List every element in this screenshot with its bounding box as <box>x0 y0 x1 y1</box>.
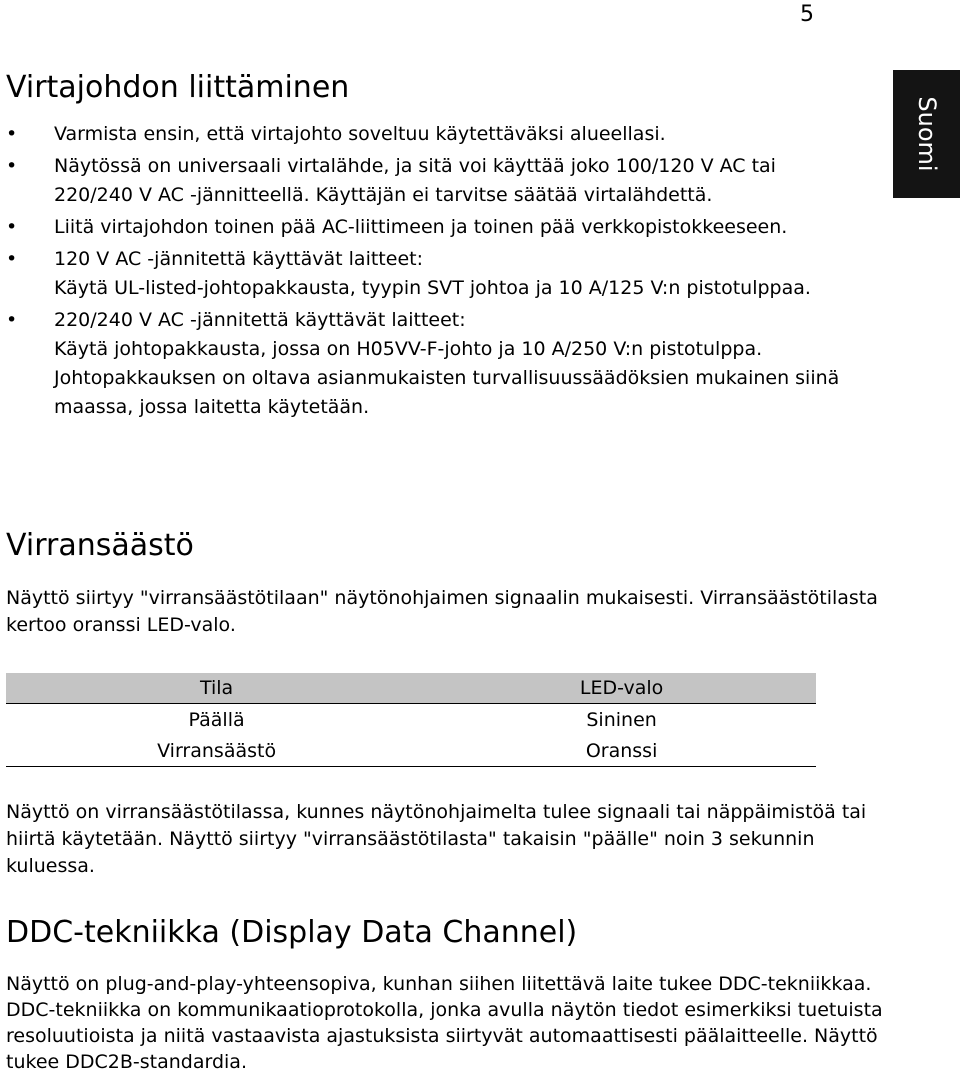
list-item-text: Käytä johtopakkausta, jossa on H05VV-F-johto ja 10 A/250 V:n pistotulppa. Johtopakkauksen on oltava asianmukaisten turvallisuussäädöksien mukainen siinä maassa, jossa laitetta käytetään. <box>54 338 840 418</box>
list-item-text: Käytä UL-listed-johtopakkausta, tyypin SVT johtoa ja 10 A/125 V:n pistotulppaa. <box>54 277 811 299</box>
power-saving-intro: Näyttö siirtyy "virransäästötilaan" näytönohjaimen signaalin mukaisesti. Virransäästötilasta kertoo oranssi LED-valo. <box>6 587 878 636</box>
bullet-icon: • <box>6 216 18 238</box>
table-cell: Oranssi <box>427 735 816 767</box>
list-item-text: Varmista ensin, että virtajohto soveltuu käytettäväksi alueellasi. <box>54 123 666 145</box>
table-header-row <box>6 673 816 704</box>
power-cord-list <box>0 120 860 425</box>
language-tab-label: Suomi <box>912 96 941 172</box>
list-item <box>0 120 860 149</box>
section-title-power-saving: Virransäästö <box>6 528 194 563</box>
language-tab <box>893 70 960 198</box>
page-number: 5 <box>800 2 814 27</box>
bullet-icon: • <box>6 123 18 145</box>
column-header-state: Tila <box>6 673 427 704</box>
table-row <box>6 735 816 767</box>
ddc-description: Näyttö on plug-and-play-yhteensopiva, kunhan siihen liitettävä laite tukee DDC-tekniikkaa. DDC-tekniikka on kommunikaatioprotokolla, jonka avulla näytön tiedot esimerkiksi tuetuista resoluutioista ja niitä vastaavista ajastuksista siirtyvät automaattisesti päälaitteelle. Näyttö tukee DDC2B-standardia. <box>6 973 883 1073</box>
section-title-power-cord: Virtajohdon liittäminen <box>6 70 350 105</box>
section-title-ddc: DDC-tekniikka (Display Data Channel) <box>6 915 578 950</box>
table-cell: Päällä <box>188 708 245 731</box>
power-mode-table <box>6 673 816 767</box>
bullet-icon: • <box>6 309 18 331</box>
table-cell: Virransäästö <box>6 735 427 767</box>
list-item-heading: 220/240 V AC -jännitettä käyttävät laitteet: <box>54 309 466 331</box>
list-item <box>0 213 860 242</box>
bullet-icon: • <box>6 155 18 177</box>
bullet-icon: • <box>6 248 18 270</box>
column-header-led: LED-valo <box>427 673 816 704</box>
list-item-text: Näytössä on universaali virtalähde, ja sitä voi käyttää joko 100/120 V AC tai 220/240 V AC -jännitteellä. Käyttäjän ei tarvitse säätää virtalähdettä. <box>54 155 776 206</box>
list-item <box>0 245 860 303</box>
list-item <box>0 152 860 210</box>
list-item <box>0 306 860 422</box>
power-saving-description: Näyttö on virransäästötilassa, kunnes näytönohjaimelta tulee signaali tai näppäimistöä tai hiirtä käytetään. Näyttö siirtyy "virransäästötilasta" takaisin "päälle" noin 3 sekunnin kuluessa. <box>6 801 867 877</box>
table-cell: Sininen <box>586 708 657 731</box>
table-row <box>6 704 816 736</box>
list-item-text: Liitä virtajohdon toinen pää AC-liittimeen ja toinen pää verkkopistokkeeseen. <box>54 216 788 238</box>
list-item-heading: 120 V AC -jännitettä käyttävät laitteet: <box>54 248 423 270</box>
